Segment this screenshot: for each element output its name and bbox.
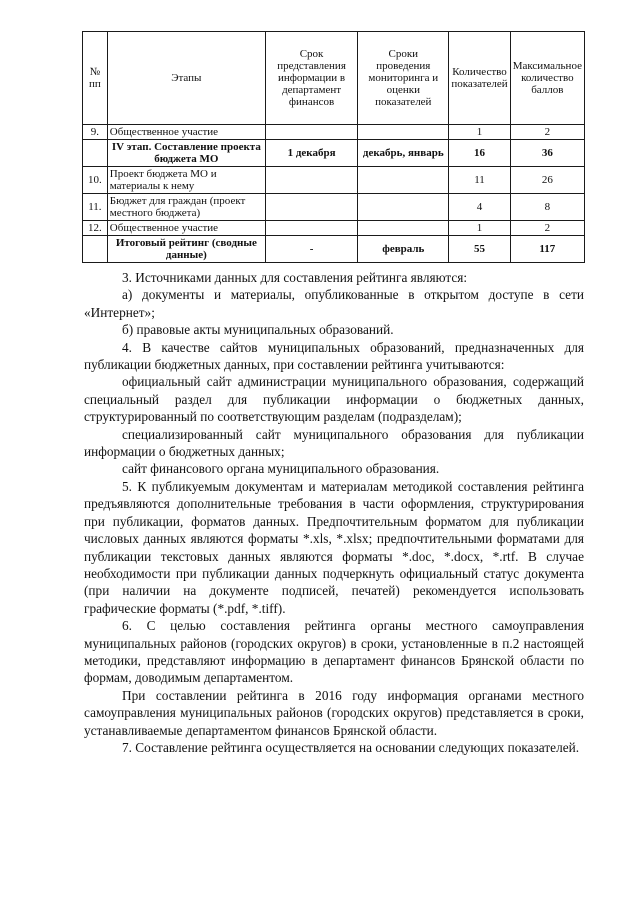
row-stage: Общественное участие <box>107 125 265 140</box>
row-deadline: 1 декабря <box>265 140 357 167</box>
header-stages: Этапы <box>107 32 265 125</box>
row-count: 4 <box>449 194 510 221</box>
row-monitoring: декабрь, январь <box>358 140 449 167</box>
paragraph-item-3: 3. Источниками данных для составления рейтинга являются: <box>122 270 468 285</box>
paragraph-item-3a: а) документы и материалы, опубликованные в открытом доступе в сети «Интернет»; <box>84 287 584 320</box>
row-monitoring <box>358 194 449 221</box>
row-count: 16 <box>449 140 510 167</box>
row-num: 12. <box>83 221 108 236</box>
row-num: 9. <box>83 125 108 140</box>
row-stage: Проект бюджета МО и материалы к нему <box>107 167 265 194</box>
row-monitoring: февраль <box>358 236 449 263</box>
table-row-total <box>83 236 585 263</box>
row-stage: Бюджет для граждан (проект местного бюджета) <box>107 194 265 221</box>
header-num: № пп <box>83 32 108 125</box>
row-stage: IV этап. Составление проекта бюджета МО <box>107 140 265 167</box>
row-num: 11. <box>83 194 108 221</box>
row-count: 1 <box>449 125 510 140</box>
row-points: 2 <box>510 125 584 140</box>
row-deadline <box>265 125 357 140</box>
table-row <box>83 221 585 236</box>
row-monitoring <box>358 125 449 140</box>
table-row-stage-iv <box>83 140 585 167</box>
row-points: 26 <box>510 167 584 194</box>
row-points: 117 <box>510 236 584 263</box>
paragraph-specialized-site: специализированный сайт муниципального образования для публикации информации о бюджетных данных; <box>84 426 584 460</box>
paragraph-item-7: 7. Составление рейтинга осуществляется на основании следующих показателей. <box>122 739 580 755</box>
document-body <box>84 269 584 756</box>
paragraph-official-site: официальный сайт администрации муниципального образования, содержащий специальный раздел для публикации информации о бюджетных данных, структурированный по соответствующим разделам (подразделам); <box>84 374 584 425</box>
paragraph-item-3b: б) правовые акты муниципальных образований. <box>122 322 394 338</box>
row-deadline <box>265 221 357 236</box>
paragraph-2016: При составлении рейтинга в 2016 году информация органами местного самоуправления муниципальных районов (городских округов) представляется в сроки, устанавливаемые департаментом финансов Брянской области. <box>84 687 584 738</box>
row-deadline <box>265 167 357 194</box>
paragraph-item-4: 4. В качестве сайтов муниципальных образований, предназначенных для публикации бюджетных данных, при составлении рейтинга учитываются: <box>84 339 584 373</box>
header-indicator-count: Количество показателей <box>449 32 510 125</box>
paragraph-item-6: 6. С целью составления рейтинга органы местного самоуправления муниципальных районов (городских округов) в сроки, установленные в п.2 настоящей методики, представляют информацию в департамент финансов Брянской области по формам, доводимым департаментом. <box>84 618 584 686</box>
paragraph-finance-site: сайт финансового органа муниципального образования. <box>122 461 440 477</box>
header-deadline-finance: Срок представления информации в департамент финансов <box>265 32 357 125</box>
rating-stages-table <box>82 31 585 263</box>
row-deadline: - <box>265 236 357 263</box>
row-deadline <box>265 194 357 221</box>
row-stage: Общественное участие <box>107 221 265 236</box>
row-monitoring <box>358 221 449 236</box>
table-row <box>83 167 585 194</box>
table-header-row <box>83 32 585 125</box>
row-stage: Итоговый рейтинг (сводные данные) <box>107 236 265 263</box>
row-points: 8 <box>510 194 584 221</box>
header-monitoring-dates: Сроки проведения мониторинга и оценки показателей <box>358 32 449 125</box>
row-monitoring <box>358 167 449 194</box>
row-count: 1 <box>449 221 510 236</box>
table-row <box>83 125 585 140</box>
row-count: 55 <box>449 236 510 263</box>
row-points: 36 <box>510 140 584 167</box>
table-row <box>83 194 585 221</box>
row-count: 11 <box>449 167 510 194</box>
header-max-points: Максимальное количество баллов <box>510 32 584 125</box>
paragraph-item-5: 5. К публикуемым документам и материалам методикой составления рейтинга предъявляются дополнительные требования в части оформления, структурирования при публикации, форматов данных. Предпочтительным форматом для публикации числовых данных являются форматы *.xls, *.xlsx; предпочтительными форматами для публикации текстовых данных являются форматы *.doc, *.docx, *.rtf. В случае необходимости при публикации данных подчеркнуть официальный статус документа (при наличии на документе подписей, печатей) рекомендуется использовать графические форматы (*.pdf, *.tiff). <box>84 478 584 616</box>
row-num <box>83 140 108 167</box>
row-num: 10. <box>83 167 108 194</box>
row-points: 2 <box>510 221 584 236</box>
row-num <box>83 236 108 263</box>
